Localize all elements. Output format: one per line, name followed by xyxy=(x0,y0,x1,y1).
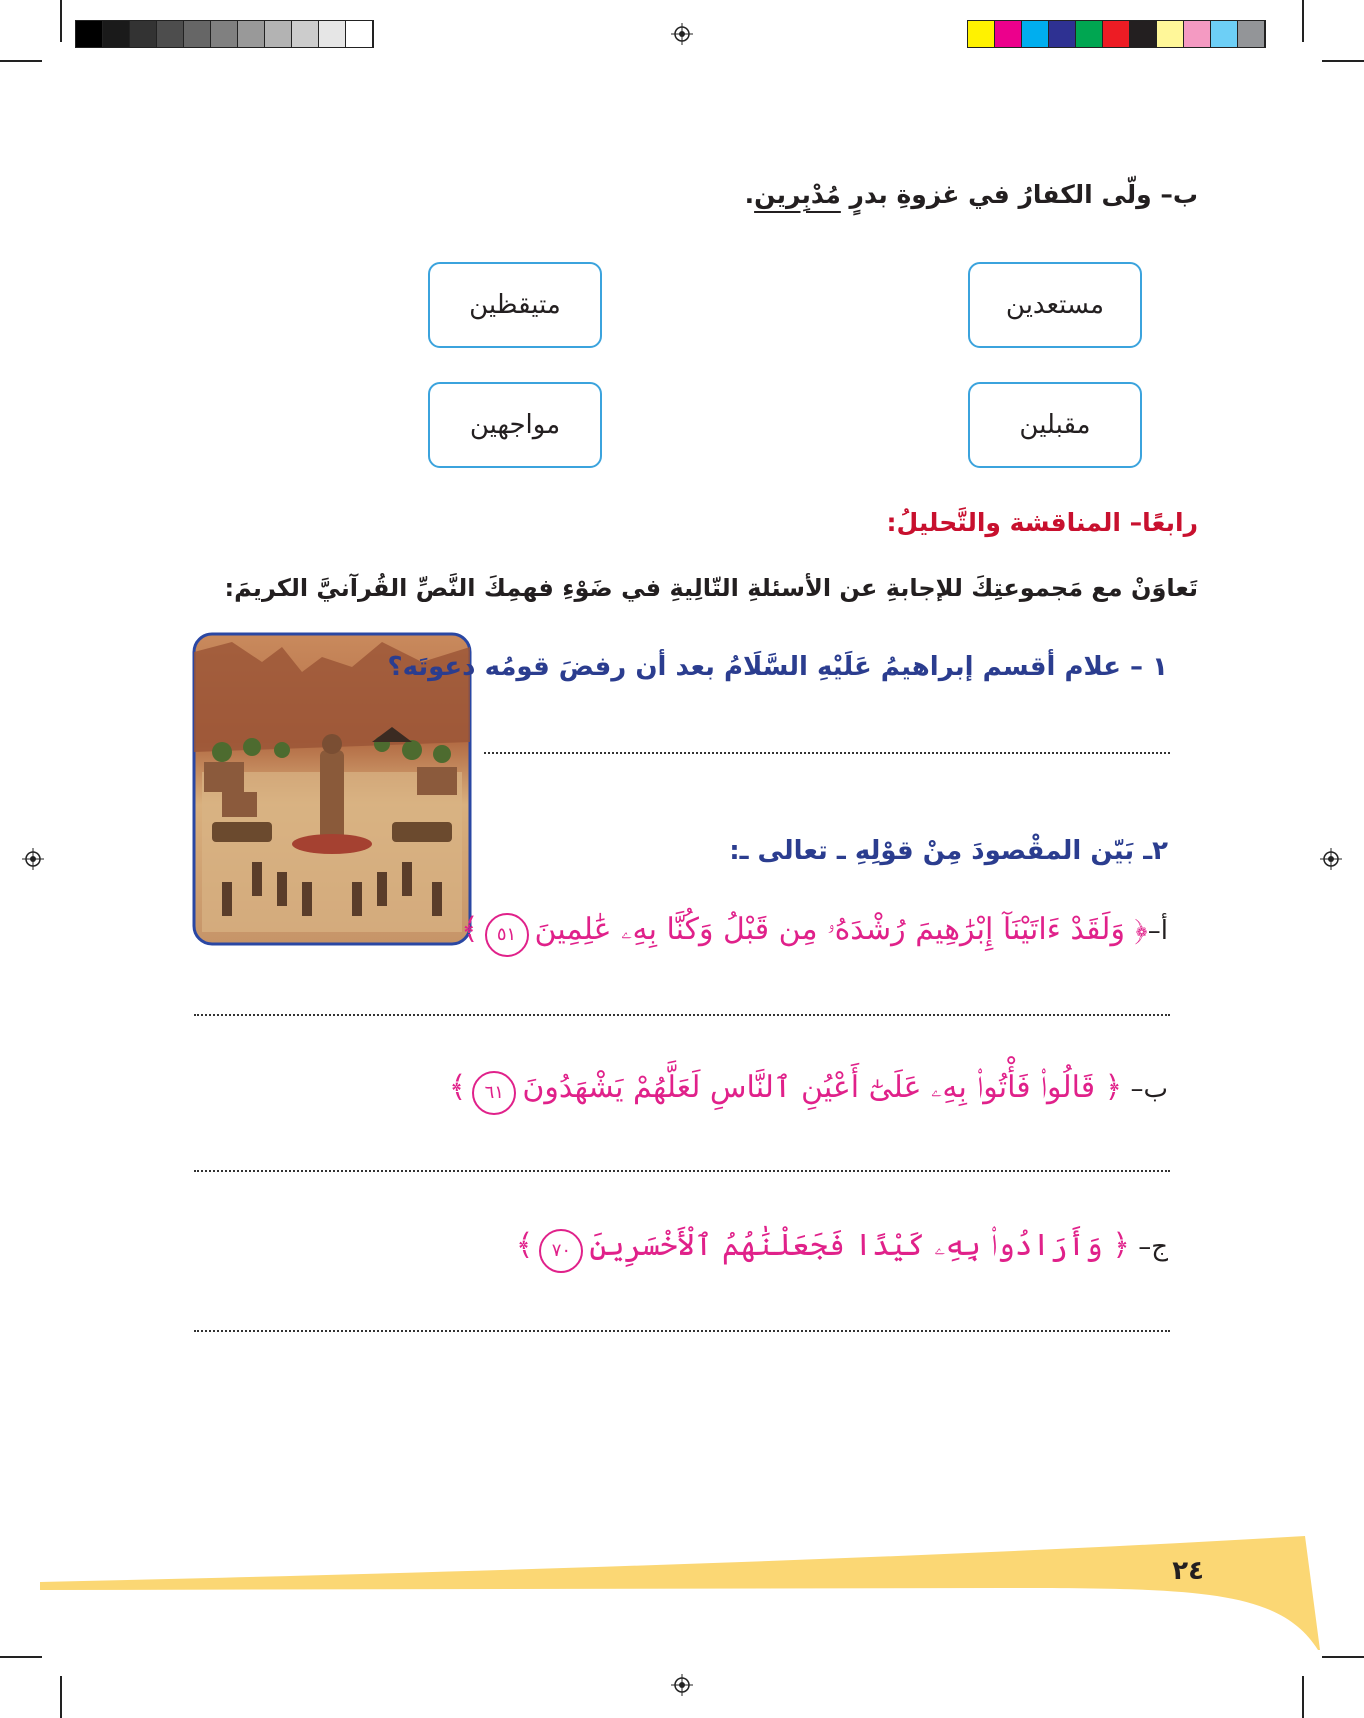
option-box[interactable] xyxy=(968,382,1142,468)
ayah-number: ٥١ xyxy=(485,913,529,957)
option-box[interactable] xyxy=(968,262,1142,348)
option-box[interactable] xyxy=(428,262,602,348)
color-calibration-bar xyxy=(967,20,1266,48)
verse-label: أ– xyxy=(1147,916,1168,946)
color-swatch xyxy=(1103,21,1130,47)
crop-mark xyxy=(1322,60,1364,62)
option-label: مقبلين xyxy=(1019,410,1091,440)
answer-line[interactable] xyxy=(194,1170,1170,1172)
color-swatch xyxy=(968,21,995,47)
color-swatch xyxy=(1211,21,1238,47)
question-2: ٢ـ بَيّن المقْصودَ مِنْ قوْلِهِ ـ تعالى ـ: xyxy=(729,836,1168,866)
page-number: ٢٤ xyxy=(1172,1556,1204,1586)
color-swatch xyxy=(103,21,130,47)
exercise-b-prefix: ب– xyxy=(1151,180,1198,209)
crop-mark xyxy=(60,0,62,42)
ayah-number: ٦١ xyxy=(472,1071,516,1115)
option-label: متيقظين xyxy=(469,290,561,320)
registration-mark-icon xyxy=(671,1674,693,1696)
color-swatch xyxy=(238,21,265,47)
color-swatch xyxy=(995,21,1022,47)
verse-label: ج– xyxy=(1129,1232,1168,1262)
crop-mark xyxy=(0,1656,42,1658)
registration-mark-icon xyxy=(1320,848,1342,870)
verse-close: ﴾ xyxy=(460,912,479,947)
color-swatch xyxy=(1157,21,1184,47)
color-swatch xyxy=(319,21,346,47)
exercise-b-line xyxy=(745,180,1198,209)
verse-a-line xyxy=(461,912,1168,957)
crop-mark xyxy=(1302,0,1304,42)
verse-close: ﴾ xyxy=(515,1228,534,1263)
color-swatch xyxy=(76,21,103,47)
section-instruction: تَعاوَنْ مع مَجموعتِكَ للإجابةِ عن الأسئلةِ التّالِيةِ في ضَوْءِ فهمِكَ النَّصِّ القُرآنيَّ الكريمَ: xyxy=(224,574,1198,602)
color-swatch xyxy=(130,21,157,47)
section-title: رابعًا– المناقشة والتَّحليلُ: xyxy=(886,508,1198,537)
grayscale-calibration-bar xyxy=(75,20,374,48)
verse-text: ﴿ وَلَقَدْ ءَاتَيْنَآ إِبْرَٰهِيمَ رُشْدَهُۥ مِن قَبْلُ وَكُنَّا بِهِۦ عَٰلِمِينَ xyxy=(534,912,1148,947)
exercise-b-text: ولّى الكفارُ في غزوةِ بدرٍ xyxy=(840,180,1152,209)
option-label: مواجهين xyxy=(469,410,561,440)
ayah-number: ٧٠ xyxy=(539,1229,583,1273)
verse-text: ﴿ وَأَرَادُوا۟ بِهِۦ كَيْدًا فَجَعَلْنَٰهُمُ ٱلْأَخْسَرِينَ xyxy=(589,1228,1130,1263)
color-swatch xyxy=(292,21,319,47)
option-label: مستعدين xyxy=(1005,290,1105,320)
verse-close: ﴾ xyxy=(448,1070,467,1105)
color-swatch xyxy=(184,21,211,47)
color-swatch xyxy=(157,21,184,47)
underlined-word: مُدْبِرين xyxy=(754,180,841,209)
verse-label: ب– xyxy=(1122,1074,1168,1104)
registration-mark-icon xyxy=(671,23,693,45)
color-swatch xyxy=(1076,21,1103,47)
question-1: ١ – علام أقسم إبراهيمُ عَلَيْهِ السَّلَامُ بعد أن رفضَ قومُه دعوتَه؟ xyxy=(387,652,1168,682)
crop-mark xyxy=(1322,1656,1364,1658)
answer-line[interactable] xyxy=(194,1014,1170,1016)
crop-mark xyxy=(60,1676,62,1718)
color-swatch xyxy=(1130,21,1157,47)
color-swatch xyxy=(1184,21,1211,47)
color-swatch xyxy=(346,21,373,47)
color-swatch xyxy=(1049,21,1076,47)
answer-line[interactable] xyxy=(484,752,1170,754)
registration-mark-icon xyxy=(22,848,44,870)
footer-band xyxy=(0,1530,1364,1650)
verse-text: ﴿ قَالُوا۟ فَأْتُوا۟ بِهِۦ عَلَىٰٓ أَعْيُنِ ٱلنَّاسِ لَعَلَّهُمْ يَشْهَدُونَ xyxy=(522,1070,1123,1105)
crop-mark xyxy=(1302,1676,1304,1718)
color-swatch xyxy=(211,21,238,47)
color-swatch xyxy=(265,21,292,47)
option-box[interactable] xyxy=(428,382,602,468)
color-swatch xyxy=(1022,21,1049,47)
crop-mark xyxy=(0,60,42,62)
answer-line[interactable] xyxy=(194,1330,1170,1332)
period: . xyxy=(744,180,755,209)
verse-c-line xyxy=(516,1228,1168,1273)
verse-b-line xyxy=(449,1070,1168,1115)
color-swatch xyxy=(1238,21,1265,47)
